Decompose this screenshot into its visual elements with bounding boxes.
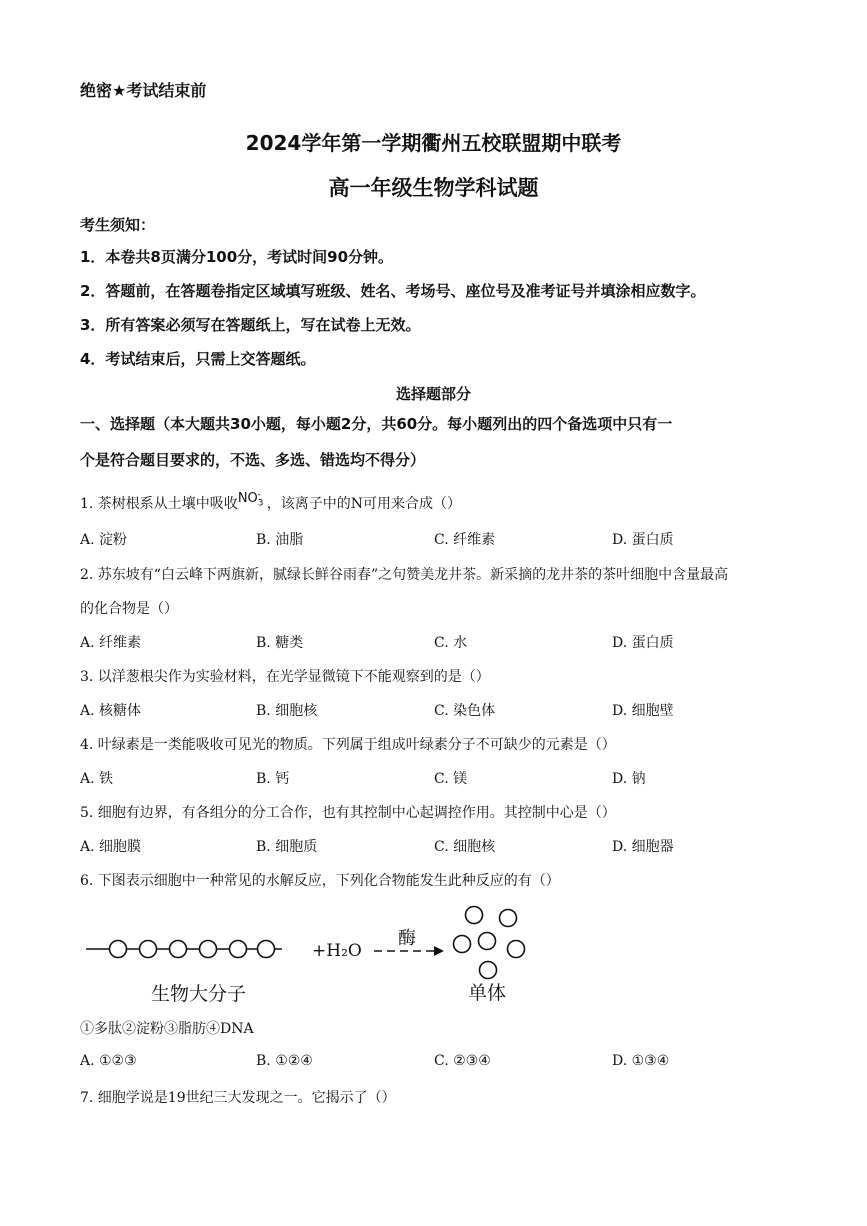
question-4-stem: 4. 叶绿素是一类能吸收可见光的物质。下列属于组成叶绿素分子不可缺少的元素是（）	[80, 737, 616, 753]
q1-option-a[interactable]: A. 淀粉	[80, 532, 128, 548]
confidential-mark: 绝密★考试结束前	[80, 81, 207, 100]
q6-option-c[interactable]: C. ②③④	[434, 1053, 491, 1069]
macromolecule-label: 生物大分子	[151, 983, 247, 1005]
question-2-stem-line-1: 2. 苏东坡有“白云峰下两旗新，腻绿长鲜谷雨春”之句赞美龙井茶。新采摘的龙井茶的茶叶细胞中含量最高	[80, 567, 729, 583]
question-6-items: ①多肽②淀粉③脂肪④DNA	[80, 1021, 254, 1037]
q5-option-c[interactable]: C. 细胞核	[434, 839, 496, 855]
notice-heading: 考生须知：	[80, 216, 156, 234]
exam-subtitle: 高一年级生物学科试题	[328, 176, 539, 200]
q5-option-b[interactable]: B. 细胞质	[256, 839, 318, 855]
nitrate-ion-formula	[237, 489, 267, 509]
nitrate-ion-sub: 3	[257, 498, 264, 509]
q6-option-a[interactable]: A. ①②③	[80, 1053, 137, 1069]
polymer-unit-circle	[170, 941, 187, 958]
nitrate-ion-main: NO	[237, 491, 258, 506]
polymer-unit-circle	[258, 941, 275, 958]
q2-option-c[interactable]: C. 水	[434, 635, 468, 651]
polymer-unit-circle	[110, 941, 127, 958]
q4-option-d[interactable]: D. 钠	[612, 771, 646, 787]
q3-option-c[interactable]: C. 染色体	[434, 703, 496, 719]
nitrate-ion-sup: -	[257, 489, 261, 500]
q5-option-a[interactable]: A. 细胞膜	[80, 839, 142, 855]
notice-item-2: 2．答题前，在答题卷指定区域填写班级、姓名、考场号、座位号及准考证号并填涂相应数字。	[80, 282, 706, 300]
notice-item-1: 1．本卷共8页满分100分，考试时间90分钟。	[80, 248, 394, 266]
q2-option-b[interactable]: B. 糖类	[256, 635, 304, 651]
water-label: +H₂O	[312, 941, 362, 961]
q4-option-a[interactable]: A. 铁	[80, 771, 114, 787]
monomer-circle	[454, 936, 471, 953]
polymer-unit-circle	[200, 941, 217, 958]
q4-option-c[interactable]: C. 镁	[434, 771, 468, 787]
question-7-stem: 7. 细胞学说是19世纪三大发现之一。它揭示了（）	[80, 1090, 396, 1106]
q1-option-d[interactable]: D. 蛋白质	[612, 532, 674, 548]
polymer-unit-circle	[230, 941, 247, 958]
q4-option-b[interactable]: B. 钙	[256, 771, 290, 787]
monomer-circle	[508, 941, 525, 958]
q5-option-d[interactable]: D. 细胞器	[612, 839, 674, 855]
question-1-stem-post: ，该离子中的N可用来合成（）	[266, 496, 462, 512]
exam-title: 2024学年第一学期衢州五校联盟期中联考	[245, 131, 622, 155]
part-instructions-line-1: 一、选择题（本大题共30小题，每小题2分，共60分。每小题列出的四个备选项中只有一	[80, 415, 673, 433]
monomer-label: 单体	[468, 982, 507, 1004]
q2-option-a[interactable]: A. 纤维素	[80, 635, 142, 651]
polymer-unit-circle	[140, 941, 157, 958]
q1-option-b[interactable]: B. 油脂	[256, 532, 304, 548]
monomer-circle	[466, 907, 483, 924]
q1-option-c[interactable]: C. 纤维素	[434, 532, 496, 548]
q3-option-a[interactable]: A. 核糖体	[80, 703, 142, 719]
part-instructions	[80, 406, 790, 478]
question-3-stem: 3. 以洋葱根尖作为实验材料，在光学显微镜下不能观察到的是（）	[80, 669, 490, 685]
question-2-stem-line-2: 的化合物是（）	[80, 601, 178, 617]
q2-option-d[interactable]: D. 蛋白质	[612, 635, 674, 651]
notice-item-4: 4．考试结束后，只需上交答题纸。	[80, 350, 316, 368]
part-instructions-line-2: 个是符合题目要求的，不选、多选、错选均不得分）	[80, 451, 426, 469]
question-5-stem: 5. 细胞有边界，有各组分的分工合作，也有其控制中心起调控作用。其控制中心是（）	[80, 805, 616, 821]
question-1-stem-pre: 1. 茶树根系从土壤中吸收	[80, 496, 238, 512]
section-title: 选择题部分	[395, 385, 471, 403]
reaction-arrowhead-icon	[434, 946, 444, 956]
question-1-stem	[80, 489, 462, 515]
q3-option-d[interactable]: D. 细胞壁	[612, 703, 674, 719]
q6-option-d[interactable]: D. ①③④	[612, 1053, 670, 1069]
question-6-stem: 6. 下图表示细胞中一种常见的水解反应，下列化合物能发生此种反应的有（）	[80, 873, 560, 889]
enzyme-label: 酶	[398, 928, 416, 949]
monomer-circle	[479, 933, 496, 950]
q3-option-b[interactable]: B. 细胞核	[256, 703, 318, 719]
hydrolysis-diagram	[84, 900, 544, 1010]
monomer-circle	[480, 962, 497, 979]
notice-item-3: 3．所有答案必须写在答题纸上，写在试卷上无效。	[80, 316, 421, 334]
q6-option-b[interactable]: B. ①②④	[256, 1053, 313, 1069]
monomer-circle	[500, 910, 517, 927]
